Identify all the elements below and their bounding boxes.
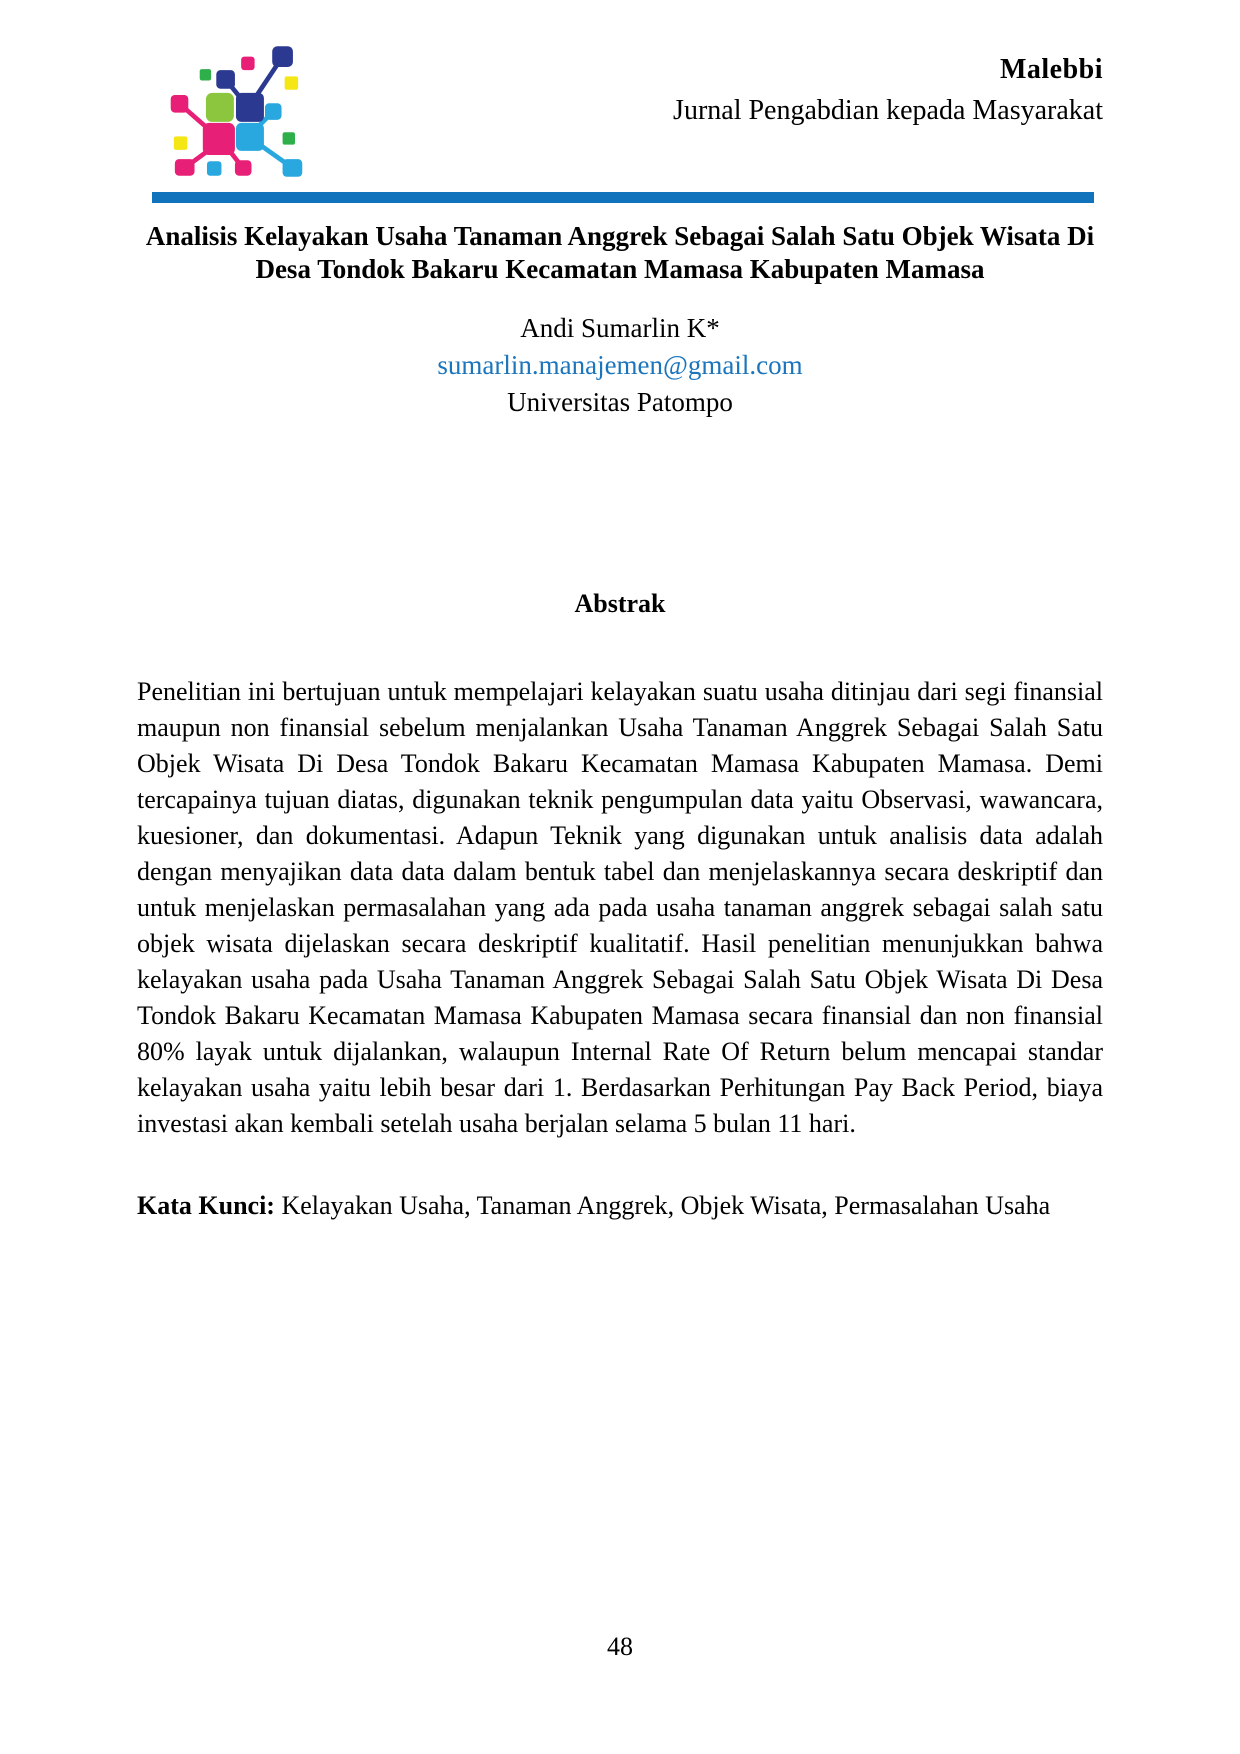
article-title: Analisis Kelayakan Usaha Tanaman Anggrek Sebagai Salah Satu Objek Wisata Di Desa Tondok Bakaru Kecamatan Mamasa Kabupaten Mamasa	[145, 221, 1095, 284]
journal-subtitle: Jurnal Pengabdian kepada Masyarakat	[673, 95, 1103, 126]
journal-masthead	[673, 38, 1103, 125]
abstract-body: Penelitian ini bertujuan untuk mempelajari kelayakan suatu usaha ditinjau dari segi finansial maupun non finansial sebelum menjalankan Usaha Tanaman Anggrek Sebagai Salah Satu Objek Wisata Di Desa Tondok Bakaru Kecamatan Mamasa Kabupaten Mamasa. Demi tercapainya tujuan diatas, digunakan teknik pengumpulan data yaitu Observasi, wawancara, kuesioner, dan dokumentasi. Adapun Teknik yang digunakan untuk analisis data adalah dengan menyajikan data data dalam bentuk tabel dan menjelaskannya secara deskriptif dan untuk menjelaskan permasalahan yang ada pada usaha tanaman anggrek sebagai salah satu objek wisata dijelaskan secara deskriptif kualitatif. Hasil penelitian menunjukkan bahwa kelayakan usaha pada Usaha Tanaman Anggrek Sebagai Salah Satu Objek Wisata Di Desa Tondok Bakaru Kecamatan Mamasa Kabupaten Mamasa secara finansial dan non finansial 80% layak untuk dijalankan, walaupun Internal Rate Of Return belum mencapai standar kelayakan usaha yaitu lebih besar dari 1. Berdasarkan Perhitungan Pay Back Period, biaya investasi akan kembali setelah usaha berjalan selama 5 bulan 11 hari.	[137, 677, 1103, 1138]
author-affiliation: Universitas Patompo	[507, 387, 733, 417]
journal-name: Malebbi	[999, 54, 1103, 85]
author-name: Andi Sumarlin K*	[520, 313, 720, 343]
keywords-label: Kata Kunci:	[137, 1191, 275, 1220]
abstract-heading: Abstrak	[574, 589, 666, 618]
author-block	[0, 310, 1240, 421]
page-header	[0, 0, 1240, 192]
malebbi-network-logo-icon	[147, 38, 327, 183]
keywords-text: Kelayakan Usaha, Tanaman Anggrek, Objek Wisata, Permasalahan Usaha	[281, 1191, 1051, 1220]
author-email-link[interactable]: sumarlin.manajemen@gmail.com	[437, 350, 803, 380]
header-divider	[152, 192, 1094, 203]
page-number: 48	[607, 1632, 633, 1661]
journal-logo	[147, 38, 327, 183]
keywords	[137, 1188, 1103, 1224]
